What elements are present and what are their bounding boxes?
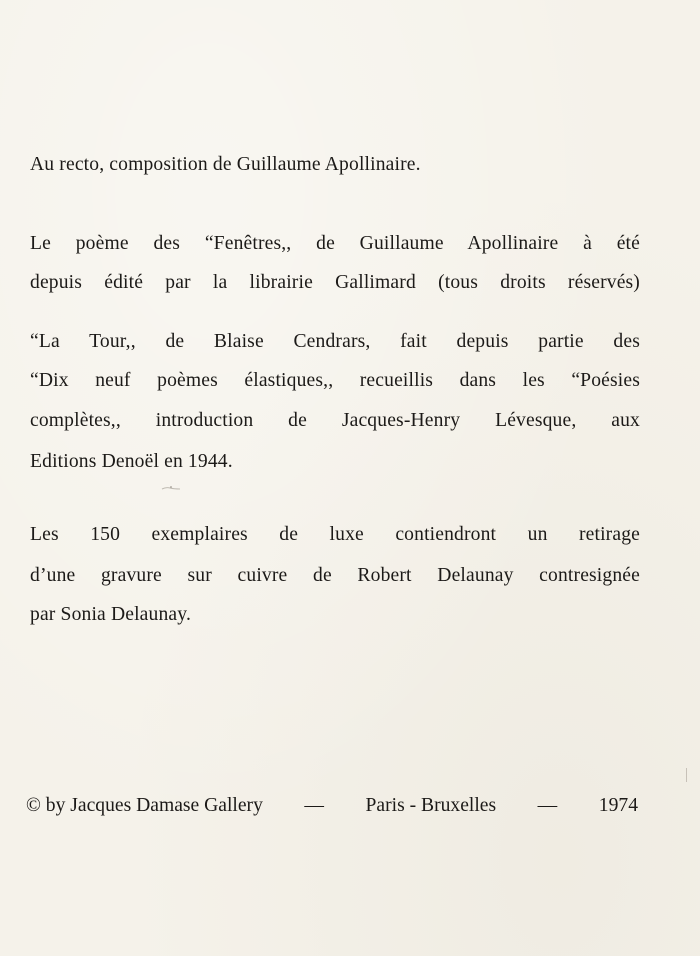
footer-dash-2: — (537, 795, 558, 816)
recto-line: Au recto, composition de Guillaume Apollinaire. (30, 154, 421, 175)
margin-mark (686, 768, 687, 782)
footer-credit-line (26, 794, 638, 818)
tour-line-2: “Dix neuf poèmes élastiques,, recueillis dans les “Poésies (30, 370, 640, 391)
footer-dash-1: — (304, 795, 324, 816)
fenetres-line-2: depuis édité par la librairie Gallimard (tous droits réservés) (30, 272, 640, 293)
luxe-line-3: par Sonia Delaunay. (30, 604, 191, 625)
tour-line-4: Editions Denoël en 1944. (30, 451, 233, 472)
luxe-line-2: d’une gravure sur cuivre de Robert Delaunay contresignée (30, 565, 640, 586)
tour-line-3: complètes,, introduction de Jacques-Henry Lévesque, aux (30, 410, 640, 431)
luxe-line-1: Les 150 exemplaires de luxe contiendront un retirage (30, 524, 640, 545)
tour-line-1: “La Tour,, de Blaise Cendrars, fait depuis partie des (30, 331, 640, 352)
footer-credit: © by Jacques Damase Gallery (26, 795, 263, 816)
ink-speck (160, 484, 182, 492)
fenetres-line-1: Le poème des “Fenêtres,, de Guillaume Apollinaire à été (30, 233, 640, 254)
footer-cities: Paris - Bruxelles (365, 795, 497, 816)
footer-year: 1974 (598, 795, 638, 816)
